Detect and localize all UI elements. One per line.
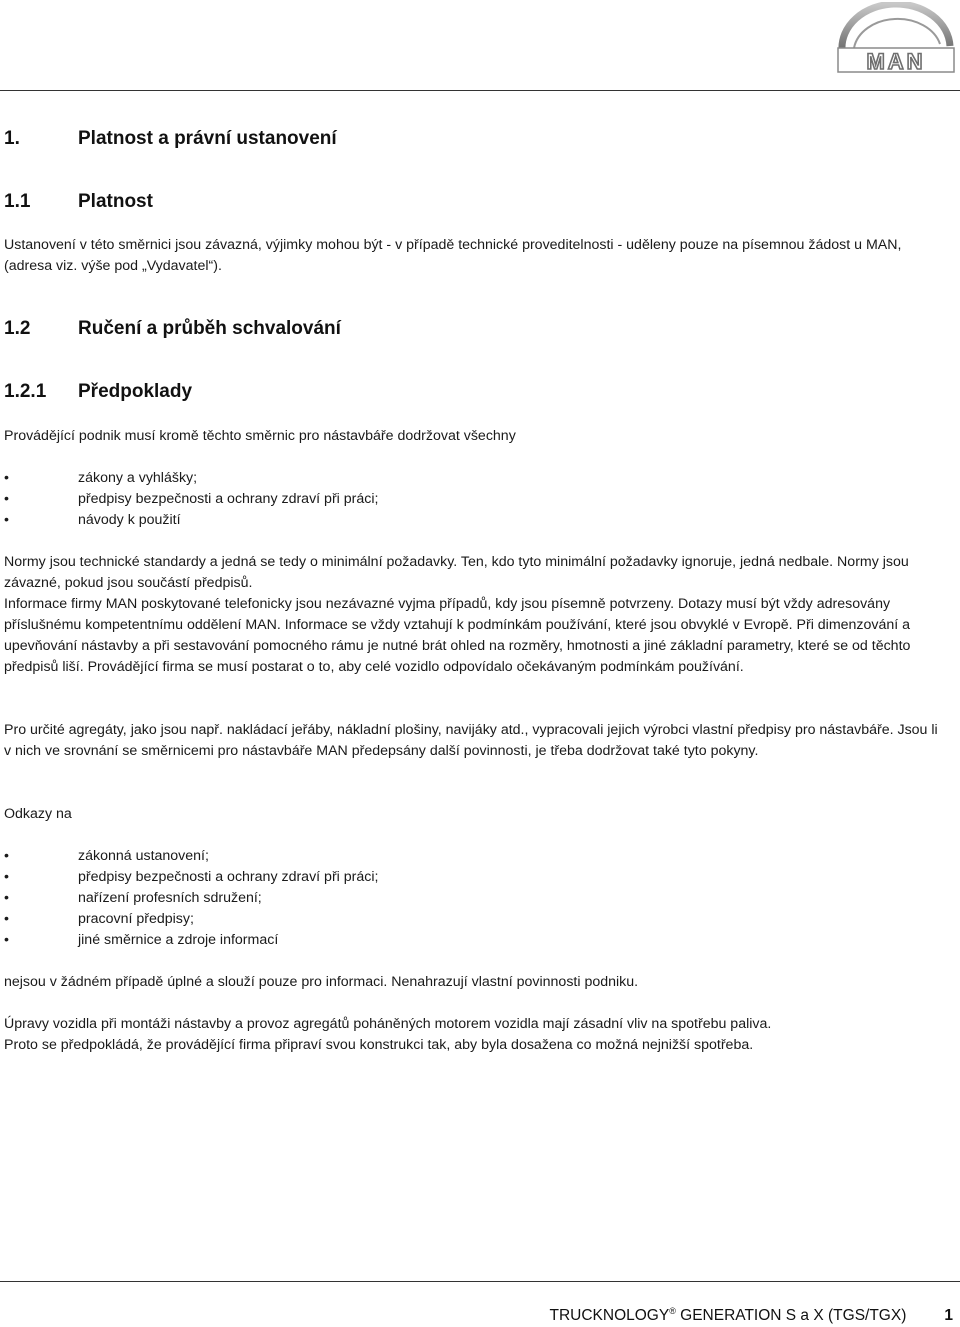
validity-paragraph: Ustanovení v této směrnici jsou závazná, výjimky mohou být - v případě technické proveditelnosti - uděleny pouze na písemnou žádost u MAN, (adresa viz. výše pod „Vydavatel“). xyxy=(4,237,902,274)
references-intro: Odkazy na xyxy=(4,806,72,822)
norms-paragraph: Normy jsou technické standardy a jedná se tedy o minimální požadavky. Ten, kdo tyto minimální požadavky ignoruje, jedná nedbale. Normy jsou závazné, pokud jsou součástí předpisů. xyxy=(4,554,909,591)
list-item: • zákonná ustanovení; xyxy=(4,848,209,864)
heading-1: 1. Platnost a právní ustanovení xyxy=(4,128,337,149)
info-paragraph: Informace firmy MAN poskytované telefonicky jsou nezávazné vyjma případů, kdy jsou písemně potvrzeny. Dotazy musí být vždy adresovány příslušnému kompetentnímu oddělení MAN. Informace se vždy vztahují k podmínkám používání, které jsou obvyklé v Evropě. Při dimenzování a upevňování nástavby a při sestavování pomocného rámu je nutné brát ohled na rozměry, hmotnosti a jiné základní parametry, které se od těchto předpisů liší. Provádějící firma se musí postarat o to, aby celé vozidlo odpovídalo očekávaným podmínkám používání. xyxy=(4,596,911,675)
heading-1-1: 1.1 Platnost xyxy=(4,191,153,212)
list-item: • předpisy bezpečnosti a ochrany zdraví při práci; xyxy=(4,869,379,885)
svg-text:MAN: MAN xyxy=(866,49,926,74)
references-list xyxy=(4,846,378,951)
list-item: • nařízení profesních sdružení; xyxy=(4,890,262,906)
fuel-paragraph-1: Úpravy vozidla při montáži nástavby a provoz agregátů poháněných motorem vozidla mají zásadní vliv na spotřebu paliva. xyxy=(4,1016,772,1032)
list-item: • jiné směrnice a zdroje informací xyxy=(4,932,279,948)
registered-mark: ® xyxy=(669,1306,676,1316)
heading-1-2-1: 1.2.1 Předpoklady xyxy=(4,381,193,402)
footer-rule xyxy=(0,1281,960,1282)
page-number: 1 xyxy=(944,1307,953,1324)
man-logo xyxy=(832,2,958,76)
fuel-paragraph-2: Proto se předpokládá, že provádějící firma připraví svou konstrukci tak, aby byla dosažena co možná nejnižší spotřeba. xyxy=(4,1037,754,1053)
list-item: • předpisy bezpečnosti a ochrany zdraví při práci; xyxy=(4,491,379,507)
intro-paragraph: Provádějící podnik musí kromě těchto směrnic pro nástavbáře dodržovat všechny xyxy=(4,428,516,444)
list-item: • pracovní předpisy; xyxy=(4,911,194,927)
requirements-list xyxy=(4,468,378,531)
footer-title: GENERATION S a X (TGS/TGX) xyxy=(675,1307,907,1324)
aggregates-paragraph: Pro určité agregáty, jako jsou např. nakládací jeřáby, nákladní plošiny, navijáky atd., vypracovali jejich výrobci vlastní předpisy pro nástavbáře. Jsou li v nich ve srovnání se směrnicemi pro nástavbáře MAN předepsány další povinnosti, je třeba dodržovat také tyto pokyny. xyxy=(4,722,938,759)
footer-brand: TRUCKNOLOGY xyxy=(549,1307,670,1324)
header-rule xyxy=(0,90,960,91)
list-item: • návody k použití xyxy=(4,512,181,528)
list-item: • zákony a vyhlášky; xyxy=(4,470,198,486)
not-complete-paragraph: nejsou v žádném případě úplné a slouží pouze pro informaci. Nenahrazují vlastní povinnosti podniku. xyxy=(4,974,639,990)
heading-1-2: 1.2 Ručení a průběh schvalování xyxy=(4,318,341,339)
page-footer xyxy=(549,1306,953,1325)
